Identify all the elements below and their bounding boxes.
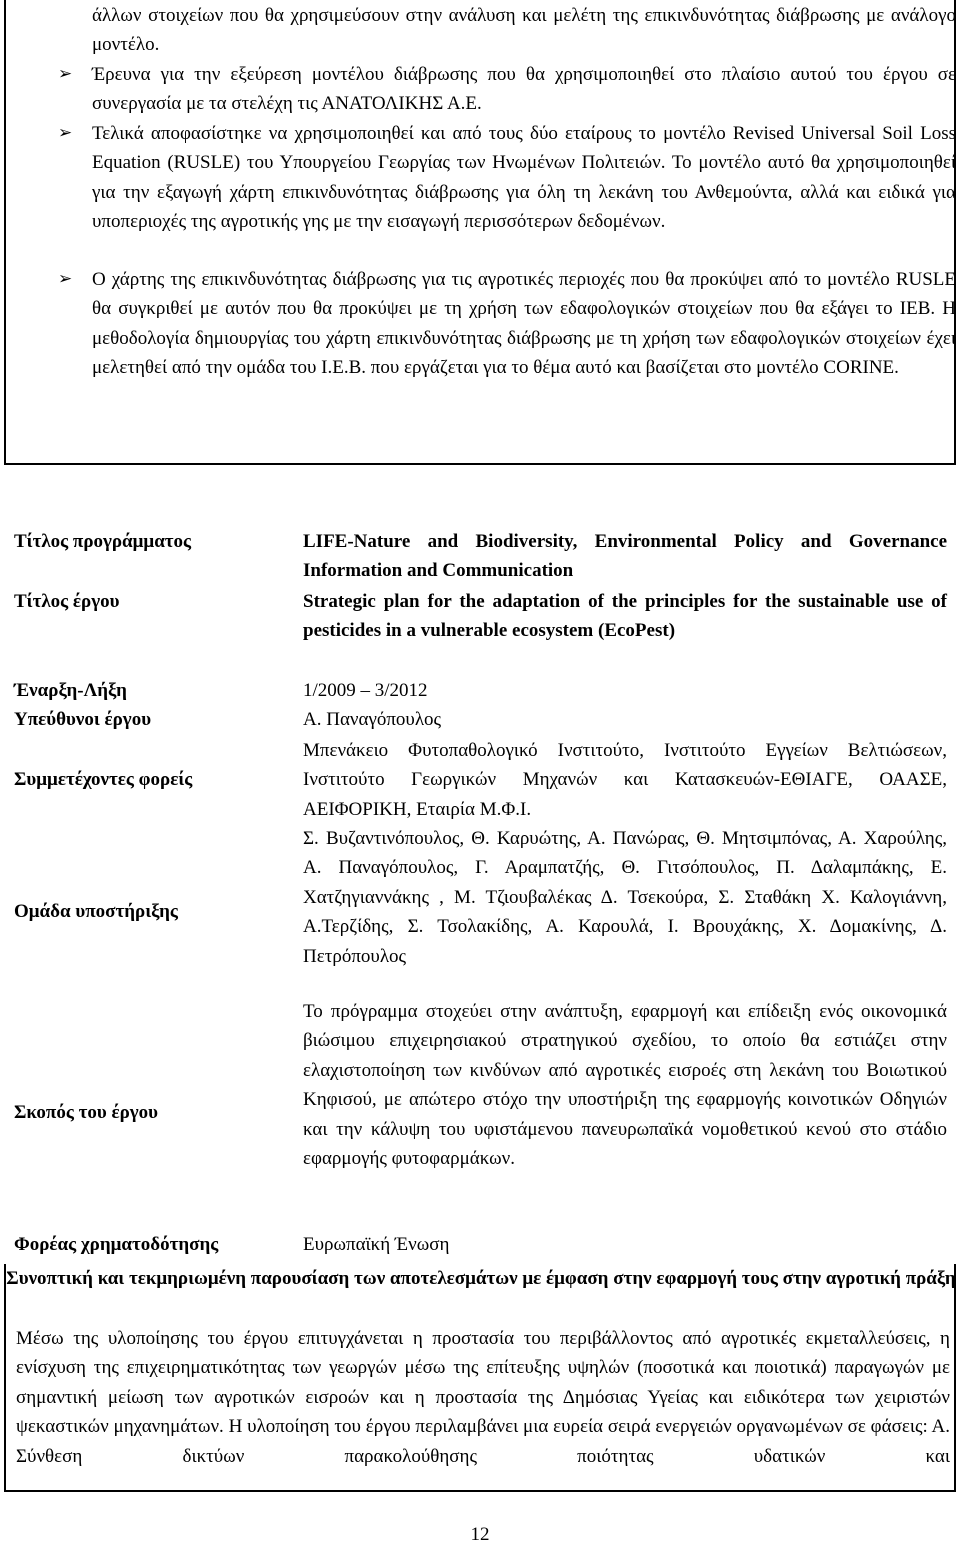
intro-box: [4, 0, 956, 465]
manager-label: Υπεύθυνοι έργου: [14, 709, 152, 730]
intro-bullet-text: Ο χάρτης της επικινδυνότητας διάβρωσης για τις αγροτικές περιοχές που θα προκύψει από το μοντέλο RUSLE θα συγκριθεί με αυτόν που θα προκύψει με τη χρήση των εδαφολογικών στοιχείων που θα εξάγει το ΙΕΒ. Η μεθοδολογία δημιουργίας του χάρτη επικινδυνότητας διάβρωσης με τη χρήση των εδαφολογικών στοιχείων έχει μελετηθεί από την ομάδα του Ι.Ε.Β. που εργάζεται για το θέμα αυτό και βασίζεται στο μοντέλο CORINE.: [92, 269, 956, 379]
results-box: [4, 1264, 956, 1492]
arrow-bullet-icon: ➢: [58, 123, 73, 143]
project-title-value: Strategic plan for the adaptation of the principles for the sustainable use of pesticides in a vulnerable ecosystem (EcoPest): [303, 591, 947, 642]
program-title-label: Τίτλος προγράμματος: [14, 531, 192, 552]
arrow-bullet-icon: ➢: [58, 269, 73, 289]
period-label: Έναρξη-Λήξη: [14, 680, 127, 701]
intro-bullet-1: [58, 60, 956, 119]
funding-value: Ευρωπαϊκή Ένωση: [303, 1234, 450, 1255]
intro-continuation: άλλων στοιχείων που θα χρησιμεύσουν στην ανάλυση και μελέτη της επικινδυνότητας διάβρωσης με ανάλογο μοντέλο.: [92, 5, 956, 56]
project-title-label: Τίτλος έργου: [14, 591, 120, 612]
team-label: Ομάδα υποστήριξης: [14, 901, 178, 922]
arrow-bullet-icon: ➢: [58, 64, 73, 84]
funding-label: Φορέας χρηματοδότησης: [14, 1234, 219, 1255]
intro-bullet-text: Έρευνα για την εξεύρεση μοντέλου διάβρωσης που θα χρησιμοποιηθεί στο πλαίσιο αυτού του έργου σε συνεργασία με τα στελέχη τις ΑΝΑΤΟΛΙΚΗΣ Α.Ε.: [92, 64, 956, 115]
intro-bullet-2: [58, 119, 956, 237]
page-number: 12: [470, 1524, 490, 1545]
partners-value: Μπενάκειο Φυτοπαθολογικό Ινστιτούτο, Ινστιτούτο Εγγείων Βελτιώσεων, Ινστιτούτο Γεωργικών Μηχανών και Κατασκευών-ΕΘΙΑΓΕ, ΟΑΑΣΕ, ΑΕΙΦΟΡΙΚΗ, Εταιρία Μ.Φ.Ι.: [303, 740, 947, 820]
results-body: Μέσω της υλοποίησης του έργου επιτυγχάνεται η προστασία του περιβάλλοντος από αγροτικές εκμεταλλεύσεις, η ενίσχυση της επιχειρηματικότητας των γεωργών μέσω της επίτευξης υψηλών (ποσοτικά και ποιοτικά) παραγωγών με σημαντική μείωση των αγροτικών εισροών και η προστασία της Δημόσιας Υγείας και ειδικότερα των χειριστών ψεκαστικών μηχανημάτων. Η υλοποίηση του έργου περιλαμβάνει μια ευρεία σειρά ενεργειών οργανωμένων σε φάσεις: Α. Σύνθεση δικτύων παρακολούθησης ποιότητας υδατικών και: [16, 1328, 950, 1467]
intro-bullet-3: [58, 265, 956, 383]
manager-value: Α. Παναγόπουλος: [303, 709, 442, 730]
goal-label: Σκοπός του έργου: [14, 1102, 159, 1123]
period-value: 1/2009 – 3/2012: [303, 680, 428, 701]
goal-value: Το πρόγραμμα στοχεύει στην ανάπτυξη, εφαρμογή και επίδειξη ενός οικονομικά βιώσιμου επιχειρησιακού στρατηγικού σχεδίου, το οποίο θα εστιάζει στην ελαχιστοποίηση των κινδύνων από αγροτικές εισροές στη λεκάνη του Βοιωτικού Κηφισού, με απώτερο στόχο την υποστήριξη της εφαρμογής κοινοτικών Οδηγιών και την κάλυψη του υφιστάμενου πανευρωπαϊκά νομοθετικού κενού στο στάδιο εφαρμογής φυτοφαρμάκων.: [303, 1001, 947, 1170]
team-value: Σ. Βυζαντινόπουλος, Θ. Καρυώτης, Α. Πανώρας, Θ. Μητσιμπόνας, Α. Χαρούλης, Α. Παναγόπουλος, Γ. Αραμπατζής, Θ. Γιτσόπουλος, Π. Δαλαμπάκης, Ε. Χατζηγιαννάκης , Μ. Τζιουβαλέκας Δ. Τσεκούρα, Σ. Σταθάκη Χ. Καλογιάννη, Α.Τερζίδης, Σ. Τσολακίδης, Α. Καρουλά, Ι. Βρουχάκης, Χ. Δομακίνης, Δ. Πετρόπουλος: [303, 828, 947, 967]
results-heading: Συνοπτική και τεκμηριωμένη παρουσίαση των αποτελεσμάτων με έμφαση στην εφαρμογή τους στην αγροτική πράξη: [6, 1268, 956, 1289]
partners-label: Συμμετέχοντες φορείς: [14, 769, 193, 790]
intro-bullet-text: Τελικά αποφασίστηκε να χρησιμοποιηθεί και από τους δύο εταίρους το μοντέλο Revised Universal Soil Loss Equation (RUSLE) του Υπουργείου Γεωργίας των Ηνωμένων Πολιτειών. Το μοντέλο αυτό θα χρησιμοποιηθεί για την εξαγωγή χάρτη επικινδυνότητας διάβρωσης για όλη τη λεκάνη του Ανθεμούντα, αλλά και ειδικά για υποπεριοχές της αγροτικής γης με την εισαγωγή περισσότερων δεδομένων.: [92, 123, 956, 233]
program-title-value: LIFE-Nature and Biodiversity, Environmental Policy and Governance Information and Communication: [303, 531, 947, 582]
